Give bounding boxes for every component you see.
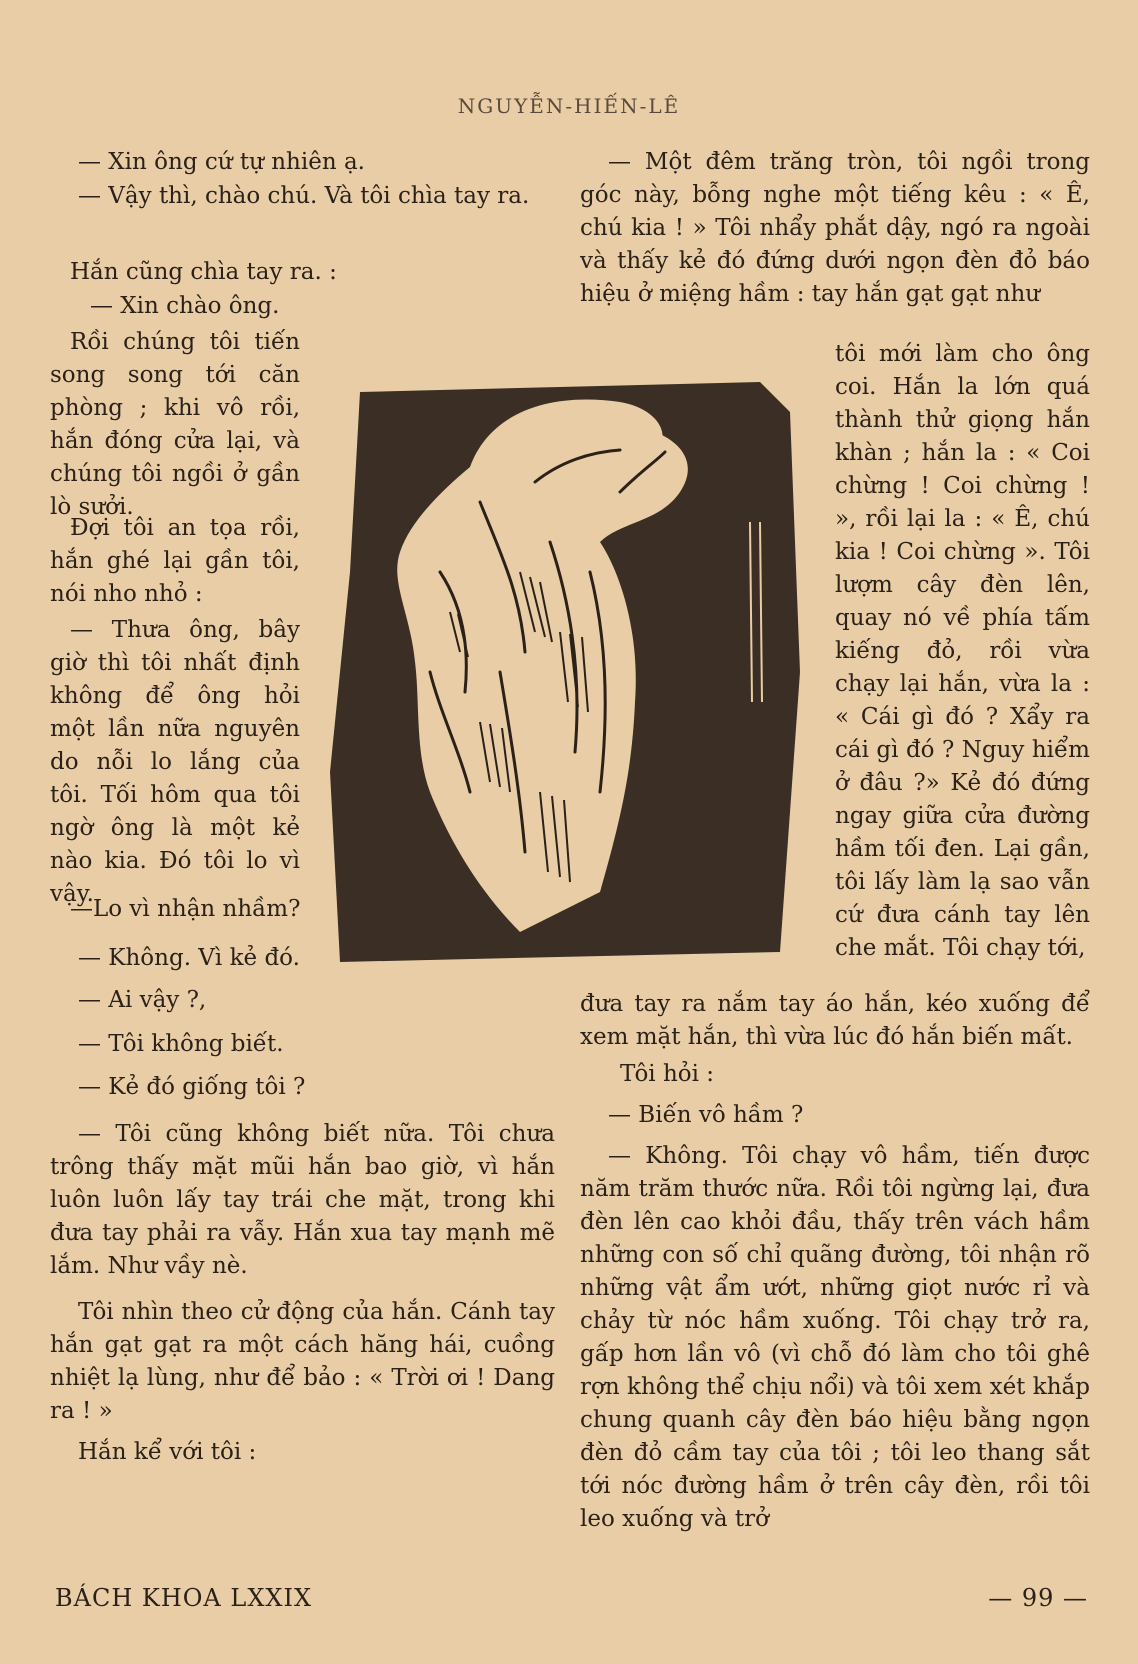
paragraph: — Thưa ông, bây giờ thì tôi nhất định không để ông hỏi một lần nữa nguyên do nỗi lo lắng của tôi. Tối hôm qua tôi ngờ ông là một kẻ nào kia. Đó tôi lo vì vậy.	[50, 617, 300, 907]
paragraph: — Một đêm trăng tròn, tôi ngồi trong góc này, bỗng nghe một tiếng kêu : « Ê, chú kia ! » Tôi nhẩy phắt dậy, ngó ra ngoài và thấy kẻ đó đứng dưới ngọn đèn đỏ báo hiệu ở miệng hầm : tay hắn gạt gạt như	[580, 149, 1090, 307]
paragraph: tôi mới làm cho ông coi. Hắn la lớn quá thành thử giọng hắn khàn ; hắn la : « Coi chừng ! Coi chừng ! », rồi lại la : « Ê, chú kia ! Coi chừng ». Tôi lượm cây đèn lên, quay nó về phía tấm kiếng đỏ, rồi vừa chạy lại hắn, vừa la : « Cái gì đó ? Xẩy ra cái gì đó ? Nguy hiểm ở đâu ?» Kẻ đó đứng ngay giữa cửa đường hầm tối đen. Lại gần, tôi lấy làm lạ sao vẫn cứ đưa cánh tay lên che mắt. Tôi chạy tới,	[835, 341, 1090, 961]
paragraph: Rồi chúng tôi tiến song song tới căn phòng ; khi vô rồi, hắn đóng cửa lại, và chúng tôi ngồi ở gần lò sưởi.	[50, 329, 300, 520]
page-number: — 99 —	[988, 1584, 1088, 1612]
illustration-man-shielding-face	[320, 372, 820, 962]
paragraph: Hắn kể với tôi :	[78, 1439, 257, 1465]
paragraph: — Xin chào ông.	[90, 293, 280, 319]
running-title: NGUYỄN-HIẾN-LÊ	[457, 94, 681, 118]
paragraph: Tôi nhìn theo cử động của hắn. Cánh tay hắn gạt gạt ra một cách hăng hái, cuồng nhiệt lạ lùng, như để bảo : « Trời ơi ! Dang ra ! »	[50, 1299, 555, 1424]
paragraph: — Tôi cũng không biết nữa. Tôi chưa trông thấy mặt mũi hắn bao giờ, vì hắn luôn luôn lấy tay trái che mặt, trong khi đưa tay phải ra vẫy. Hắn xua tay mạnh mẽ lắm. Như vầy nè.	[50, 1121, 555, 1279]
paragraph: —Lo vì nhận nhầm?	[70, 896, 301, 922]
paragraph: — Xin ông cứ tự nhiên ạ.	[78, 149, 365, 175]
paragraph: — Không. Tôi chạy vô hầm, tiến được năm trăm thước nữa. Rồi tôi ngừng lại, đưa đèn lên cao khỏi đầu, thấy trên vách hầm những con số chỉ quãng đường, tôi nhận rõ những vật ẩm ướt, những giọt nước rỉ và chảy từ nóc hầm xuống. Tôi chạy trở ra, gấp hơn lần vô (vì chỗ đó làm cho tôi ghê rợn không thể chịu nổi) và tôi xem xét khắp chung quanh cây đèn báo hiệu bằng ngọn đèn đỏ cầm tay của tôi ; tôi leo thang sắt tới nóc đường hầm ở trên cây đèn, rồi tôi leo xuống và trở	[580, 1143, 1090, 1532]
publication-name: BÁCH KHOA LXXIX	[55, 1584, 313, 1612]
paragraph: đưa tay ra nắm tay áo hắn, kéo xuống để xem mặt hắn, thì vừa lúc đó hắn biến mất.	[580, 991, 1090, 1050]
paragraph: — Kẻ đó giống tôi ?	[78, 1074, 306, 1100]
paragraph: — Vậy thì, chào chú. Và tôi chìa tay ra.	[78, 183, 530, 209]
paragraph: — Tôi không biết.	[78, 1031, 284, 1057]
paragraph: — Ai vậy ?,	[78, 987, 207, 1013]
paragraph: Hắn cũng chìa tay ra. :	[70, 259, 337, 285]
paragraph: — Biến vô hầm ?	[608, 1102, 804, 1128]
paragraph: Đợi tôi an tọa rồi, hắn ghé lại gần tôi, nói nho nhỏ :	[50, 515, 300, 607]
page-footer	[55, 1584, 1088, 1620]
paragraph: — Không. Vì kẻ đó.	[78, 945, 300, 971]
paragraph: Tôi hỏi :	[620, 1061, 715, 1087]
